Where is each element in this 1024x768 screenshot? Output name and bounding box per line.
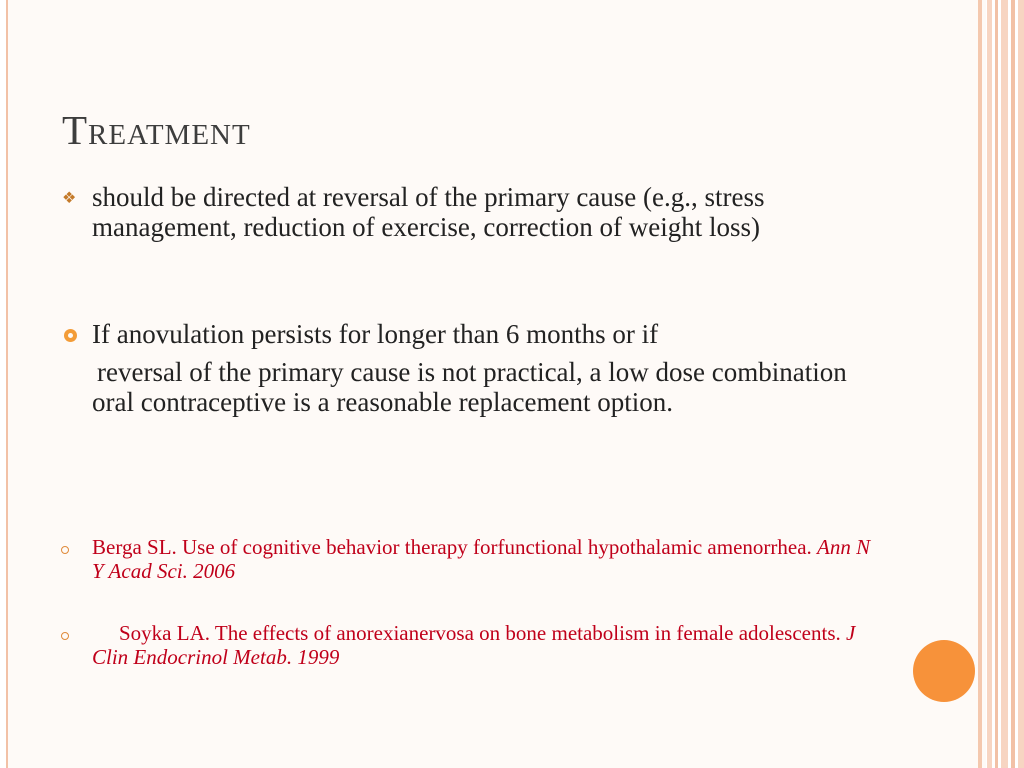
bullet-line bbox=[92, 357, 872, 417]
right-stripe bbox=[995, 0, 998, 768]
left-border bbox=[6, 0, 8, 768]
bullet-continuation: reversal of the primary cause is not practical, a low dose combination oral contraceptive is a reasonable replacement option. bbox=[92, 357, 847, 417]
decorative-circle bbox=[913, 640, 975, 702]
diamond-cluster-icon: ❖ bbox=[62, 188, 77, 207]
right-stripe bbox=[1018, 0, 1024, 768]
reference-text: Soyka LA. The effects of anorexianervosa on bone metabolism in female adolescents. bbox=[119, 621, 846, 645]
reference-item bbox=[92, 535, 872, 583]
ring-bullet-icon bbox=[64, 329, 77, 342]
reference-journal: J Clin Endocrinol Metab. 1999 bbox=[92, 621, 856, 669]
bullet-line: If anovulation persists for longer than 6 months or if bbox=[92, 319, 659, 349]
reference-text: Berga SL. Use of cognitive behavior therapy forfunctional hypothalamic amenorrhea. bbox=[92, 535, 818, 559]
slide-title: Treatment bbox=[62, 107, 251, 153]
right-stripe bbox=[978, 0, 982, 768]
circle-bullet-icon bbox=[61, 632, 69, 640]
right-stripe bbox=[1011, 0, 1015, 768]
reference-journal: Ann N Y Acad Sci. 2006 bbox=[92, 535, 871, 583]
circle-bullet-icon bbox=[61, 546, 69, 554]
reference-item bbox=[92, 621, 872, 669]
bullet-item: should be directed at reversal of the primary cause (e.g., stress management, reduction of exercise, correction of weight loss) bbox=[92, 182, 765, 242]
right-stripe bbox=[987, 0, 992, 768]
bullet-item bbox=[92, 319, 872, 417]
right-stripe bbox=[1001, 0, 1008, 768]
